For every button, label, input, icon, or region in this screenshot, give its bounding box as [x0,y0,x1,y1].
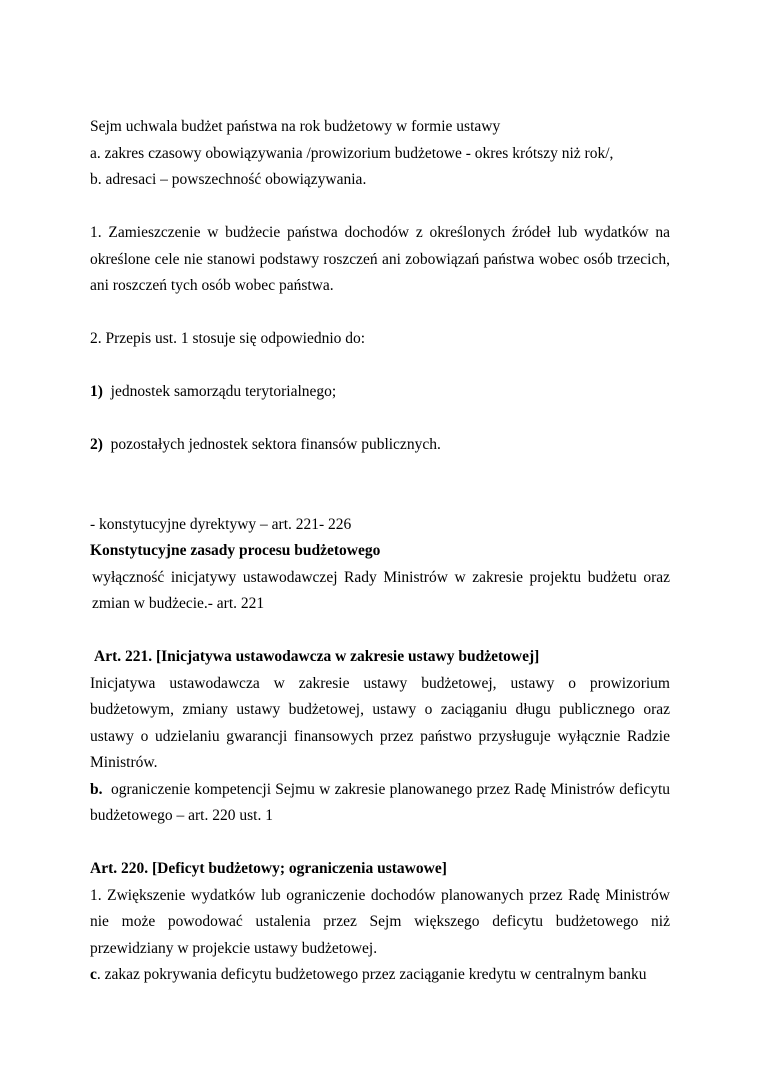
art-221-heading: Art. 221. [Inicjatywa ustawodawcza w zakresie ustawy budżetowej] [94,648,540,665]
spacer [90,618,670,645]
art-220-heading: Art. 220. [Deficyt budżetowy; ograniczenia ustawowe] [90,860,447,877]
list-item-number: 1) [90,383,103,400]
intro-line-2: a. zakres czasowy obowiązywania /prowizorium budżetowe - okres krótszy niż rok/, [90,144,614,162]
document-page [90,114,670,989]
directives-line: - konstytucyjne dyrektywy – art. 221- 226 [90,515,352,533]
spacer [90,830,670,857]
point-b-text: ograniczenie kompetencji Sejmu w zakresie planowanego przez Radę Ministrów deficytu budżetowego – art. 220 ust. 1 [90,780,670,824]
spacer [90,459,670,512]
paragraph-1: 1. Zamieszczenie w budżecie państwa dochodów z określonych źródeł lub wydatków na określone cele nie stanowi podstawy roszczeń ani zobowiązań państwa wobec osób trzecich, ani roszczeń tych osób wobec państwa. [90,224,670,294]
list-item-text: jednostek samorządu terytorialnego; [110,383,337,400]
art-221-text: Inicjatywa ustawodawcza w zakresie ustawy budżetowej, ustawy o prowizorium budżetowym, zmiany ustawy budżetowej, ustawy o zaciąganiu długu publicznego oraz ustawy o udzielaniu gwarancji finansowych przez państwo przysługuje wyłącznie Radzie Ministrów. [90,674,670,771]
art-220-text: 1. Zwiększenie wydatków lub ograniczenie dochodów planowanych przez Radę Ministrów nie może powodować ustalenia przez Sejm większego deficytu budżetowego niż przewidziany w projekcie ustawy budżetowej. [90,886,670,957]
list-item [90,432,670,459]
point-b-label: b. [90,780,103,798]
paragraph-2: 2. Przepis ust. 1 stosuje się odpowiednio do: [90,330,366,347]
point-c-label: c [90,966,97,983]
point-b [90,777,670,830]
list-item [90,379,670,406]
list-item-number: 2) [90,436,103,453]
intro-line-1: Sejm uchwala budżet państwa na rok budżetowy w formie ustawy [90,118,501,135]
spacer [90,406,670,433]
spacer [90,194,670,221]
spacer [90,353,670,380]
principles-text: wyłączność inicjatywy ustawodawczej Rady Ministrów w zakresie projektu budżetu oraz zmian w budżecie.- art. 221 [92,568,670,612]
list-item-text: pozostałych jednostek sektora finansów publicznych. [110,436,441,453]
point-c-text: . zakaz pokrywania deficytu budżetowego przez zaciąganie kredytu w centralnym banku [96,966,647,983]
intro-line-3: b. adresaci – powszechność obowiązywania. [90,171,367,188]
spacer [90,300,670,327]
principles-heading: Konstytucyjne zasady procesu budżetowego [90,542,381,559]
point-c [90,962,670,989]
